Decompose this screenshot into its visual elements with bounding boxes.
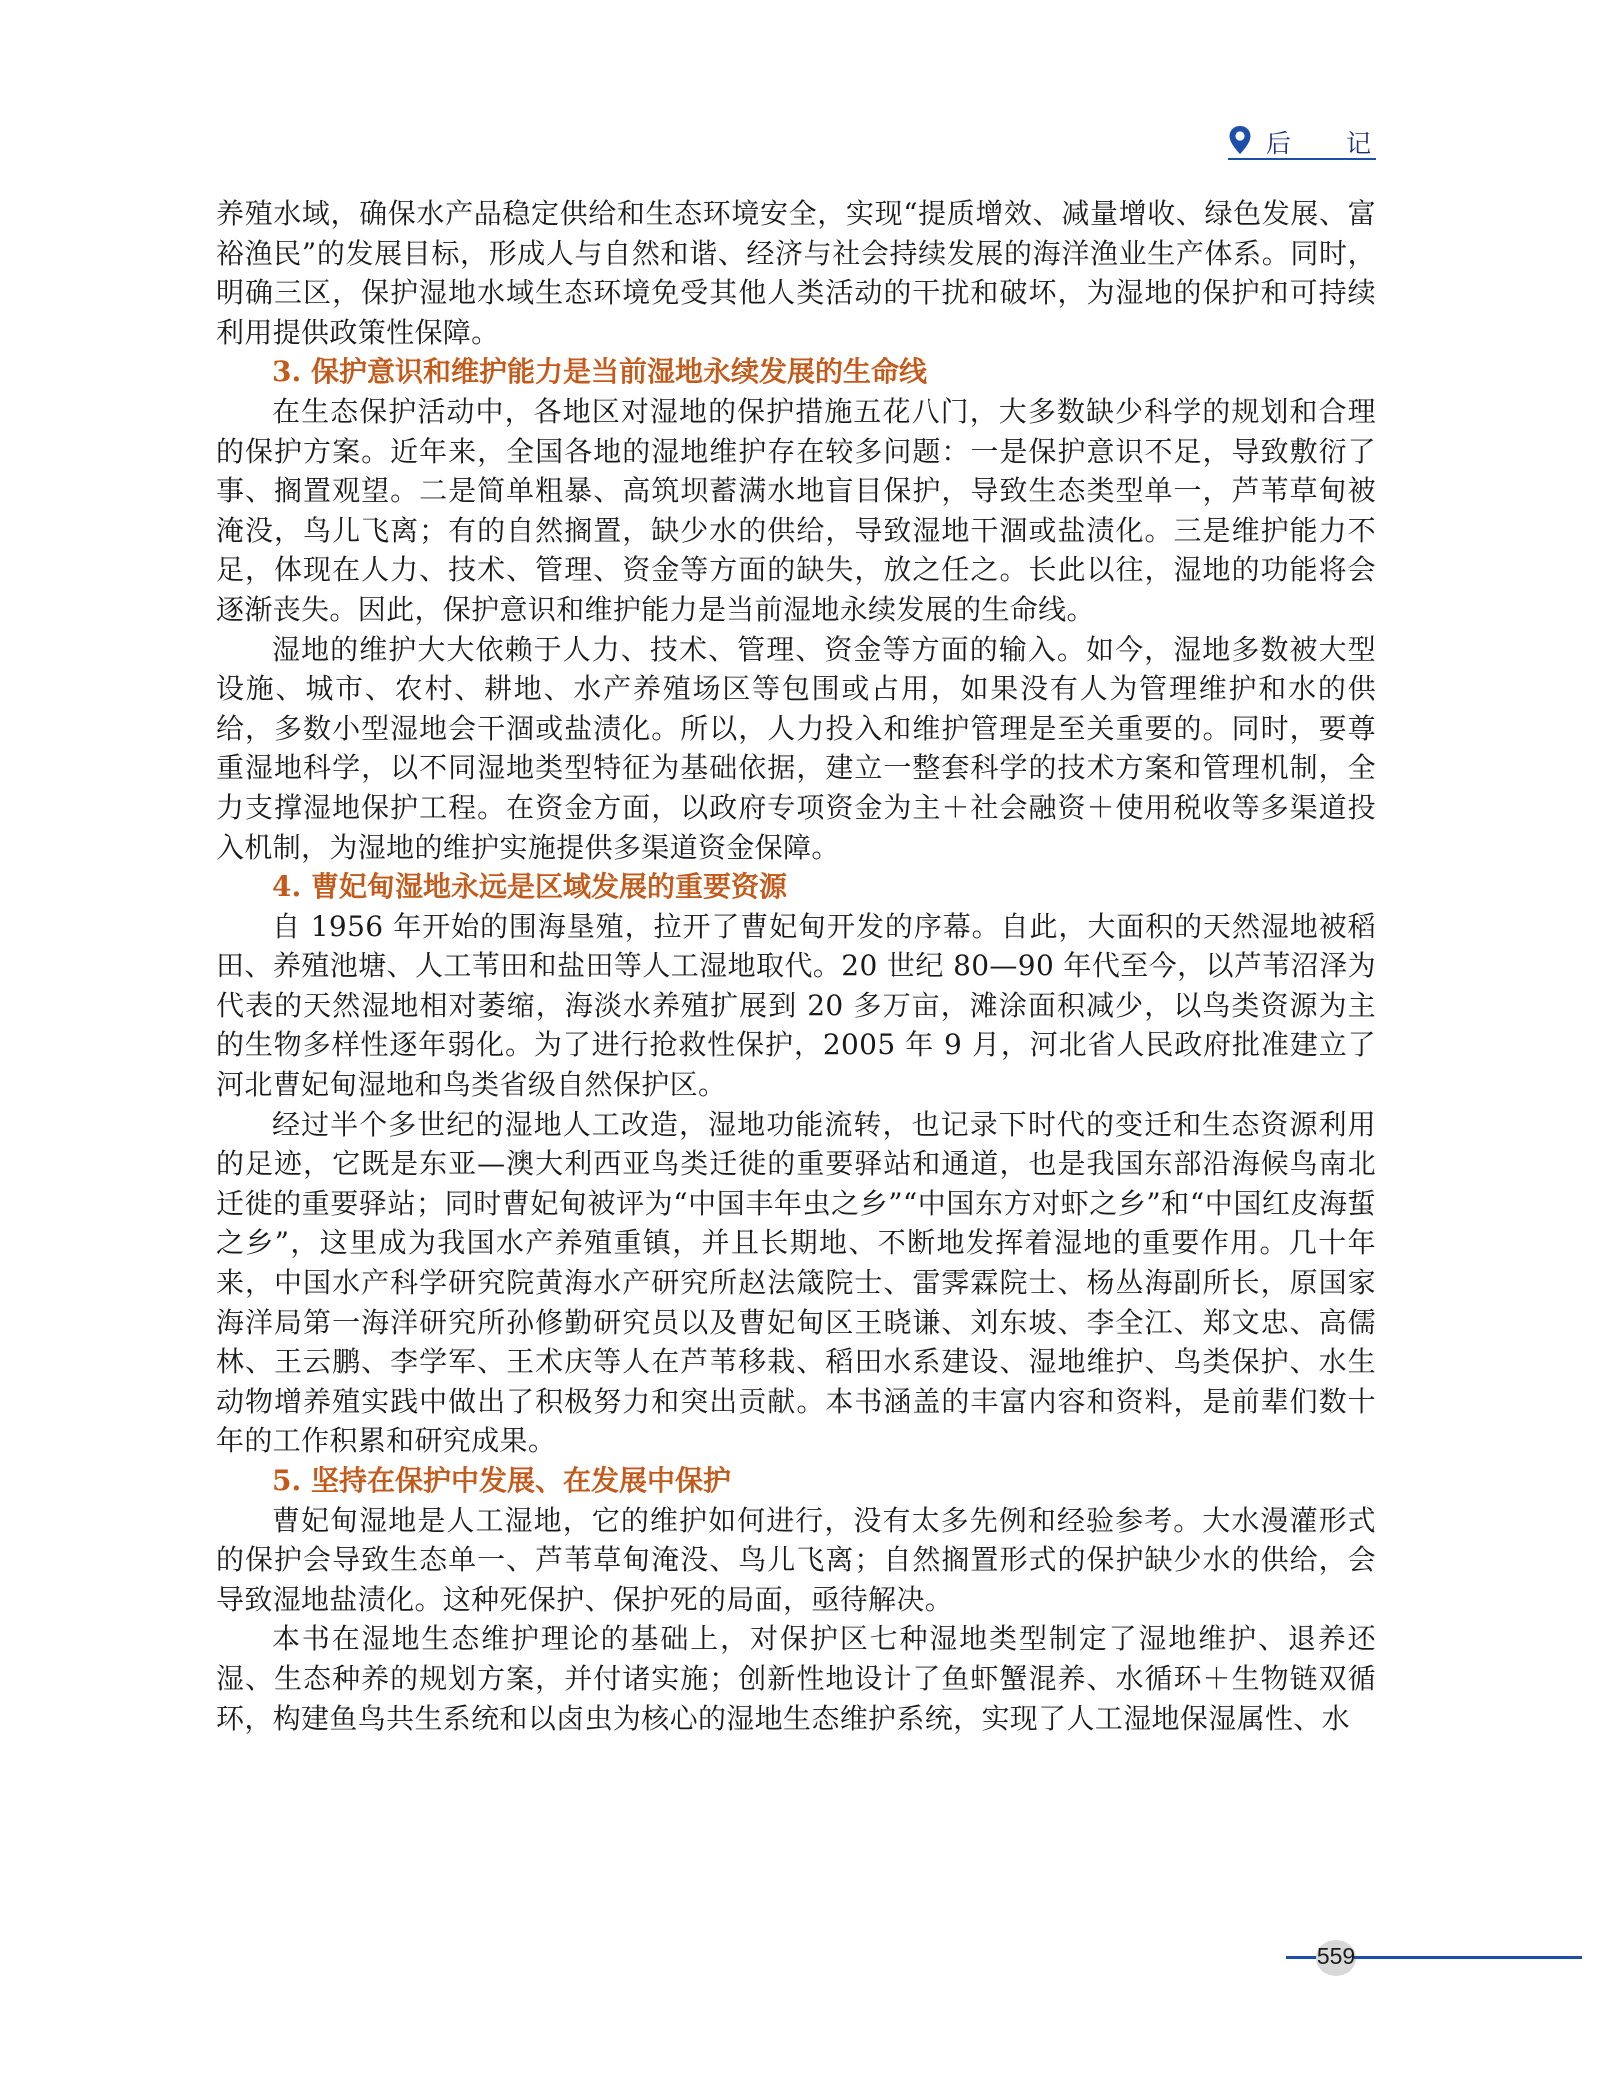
paragraph: 经过半个多世纪的湿地人工改造，湿地功能流转，也记录下时代的变迁和生态资源利用的足迹，它既是东亚—澳大利西亚鸟类迁徙的重要驿站和通道，也是我国东部沿海候鸟南北迁徙的重要驿站；同时曹妃甸被评为“中国丰年虫之乡”“中国东方对虾之乡”和“中国红皮海蜇之乡”，这里成为我国水产养殖重镇，并且长期地、不断地发挥着湿地的重要作用。几十年来，中国水产科学研究院黄海水产研究所赵法箴院士、雷霁霖院士、杨丛海副所长，原国家海洋局第一海洋研究所孙修勤研究员以及曹妃甸区王晓谦、刘东坡、李全江、郑文忠、高儒林、王云鹏、李学军、王术庆等人在芦苇移栽、稻田水系建设、湿地维护、鸟类保护、水生动物增养殖实践中做出了积极努力和突出贡献。本书涵盖的丰富内容和资料，是前辈们数十年的工作积累和研究成果。	[216, 1107, 1376, 1458]
header-title-char: 记	[1346, 129, 1372, 158]
paragraph: 在生态保护活动中，各地区对湿地的保护措施五花八门，大多数缺少科学的规划和合理的保护方案。近年来，全国各地的湿地维护存在较多问题：一是保护意识不足，导致敷衍了事、搁置观望。二是简单粗暴、高筑坝蓄满水地盲目保护，导致生态类型单一，芦苇草甸被淹没，鸟儿飞离；有的自然搁置，缺少水的供给，导致湿地干涸或盐渍化。三是维护能力不足，体现在人力、技术、管理、资金等方面的缺失，放之任之。长此以往，湿地的功能将会逐渐丧失。因此，保护意识和维护能力是当前湿地永续发展的生命线。	[216, 394, 1376, 626]
paragraph: 养殖水域，确保水产品稳定供给和生态环境安全，实现“提质增效、减量增收、绿色发展、富裕渔民”的发展目标，形成人与自然和谐、经济与社会持续发展的海洋渔业生产体系。同时，明确三区，保护湿地水域生态环境免受其他人类活动的干扰和破坏，为湿地的保护和可持续利用提供政策性保障。	[216, 197, 1376, 349]
running-header	[1228, 122, 1376, 160]
section-heading: 4. 曹妃甸湿地永远是区域发展的重要资源	[272, 870, 787, 904]
page-body	[216, 194, 1376, 1738]
paragraph: 本书在湿地生态维护理论的基础上，对保护区七种湿地类型制定了湿地维护、退养还湿、生态种养的规划方案，并付诸实施；创新性地设计了鱼虾蟹混养、水循环＋生物链双循环，构建鱼鸟共生系统和以卤虫为核心的湿地生态维护系统，实现了人工湿地保湿属性、水	[216, 1622, 1376, 1735]
section-heading: 5. 坚持在保护中发展、在发展中保护	[272, 1464, 731, 1497]
paragraph: 自 1956 年开始的围海垦殖，拉开了曹妃甸开发的序幕。自此，大面积的天然湿地被稻田、养殖池塘、人工苇田和盐田等人工湿地取代。20 世纪 80—90 年代至今，以芦苇沼泽为代表的天然湿地相对萎缩，海淡水养殖扩展到 20 多万亩，滩涂面积减少，以鸟类资源为主的生物多样性逐年弱化。为了进行抢救性保护，2005 年 9 月，河北省人民政府批准建立了河北曹妃甸湿地和鸟类省级自然保护区。	[216, 909, 1376, 1102]
section-heading: 3. 保护意识和维护能力是当前湿地永续发展的生命线	[272, 355, 927, 389]
paragraph: 湿地的维护大大依赖于人力、技术、管理、资金等方面的输入。如今，湿地多数被大型设施、城市、农村、耕地、水产养殖场区等包围或占用，如果没有人为管理维护和水的供给，多数小型湿地会干涸或盐渍化。所以，人力投入和维护管理是至关重要的。同时，要尊重湿地科学，以不同湿地类型特征为基础依据，建立一整套科学的技术方案和管理机制，全力支撑湿地保护工程。在资金方面，以政府专项资金为主＋社会融资＋使用税收等多渠道投入机制，为湿地的维护实施提供多渠道资金保障。	[216, 632, 1376, 864]
page-number: 559	[1316, 1943, 1356, 1969]
header-title-char: 后	[1266, 129, 1292, 158]
footer-rule-right	[1354, 1956, 1582, 1959]
page-footer	[0, 1938, 1599, 1978]
paragraph: 曹妃甸湿地是人工湿地，它的维护如何进行，没有太多先例和经验参考。大水漫灌形式的保护会导致生态单一、芦苇草甸淹没、鸟儿飞离；自然搁置形式的保护缺少水的供给，会导致湿地盐渍化。这种死保护、保护死的局面，亟待解决。	[216, 1503, 1376, 1616]
location-pin-icon	[1228, 125, 1252, 155]
